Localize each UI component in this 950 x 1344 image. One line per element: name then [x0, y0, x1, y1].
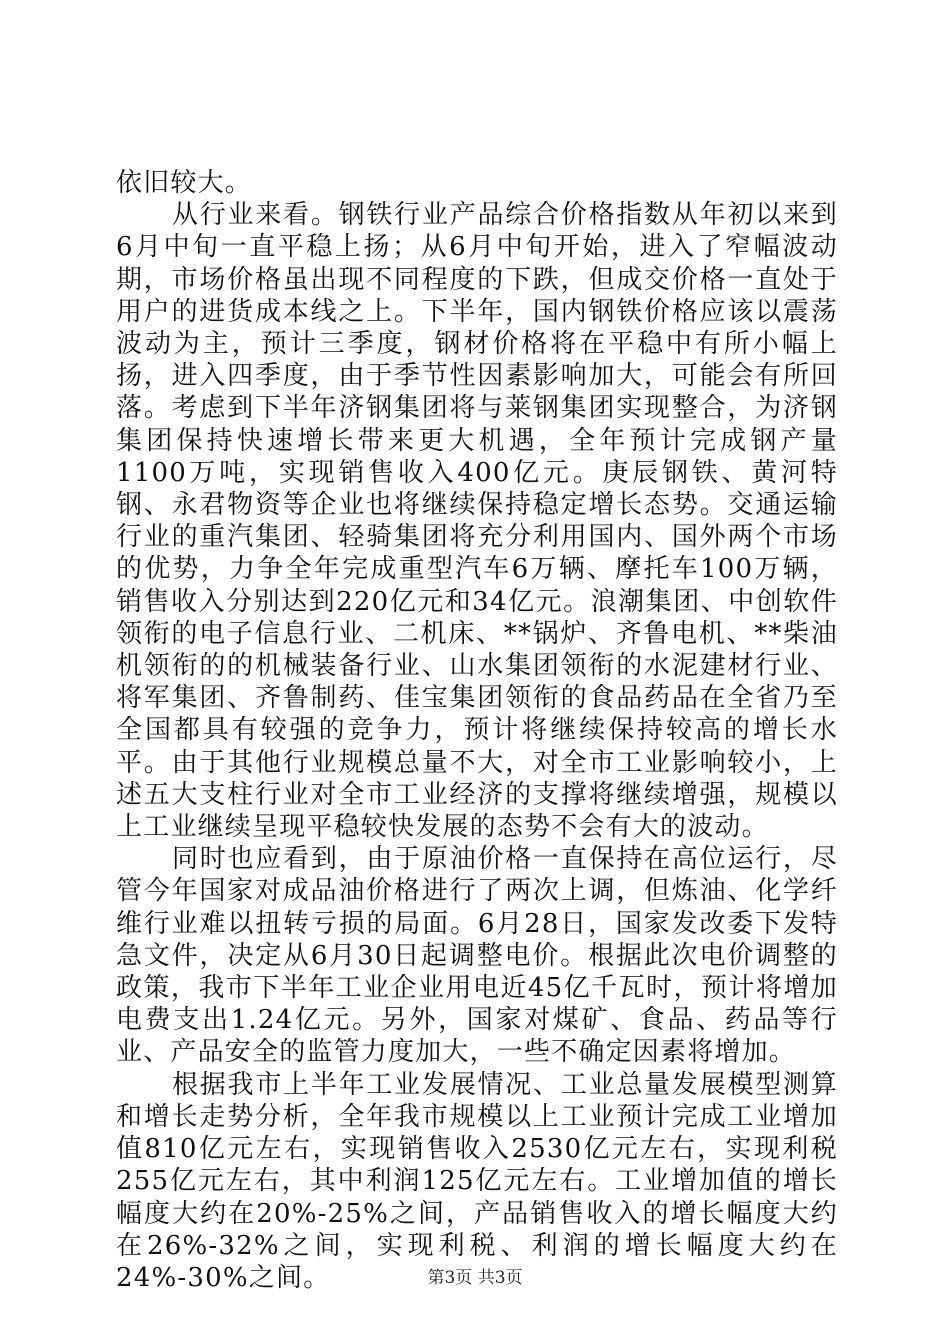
document-body: [116, 167, 838, 1294]
paragraph-industry-outlook: 从行业来看。钢铁行业产品综合价格指数从年初以来到6月中旬一直平稳上扬；从6月中旬开始，进入了窄幅波动期，市场价格虽出现不同程度的下跌，但成交价格一直处于用户的进货成本线之上。下半年，国内钢铁价格应该以震荡波动为主，预计三季度，钢材价格将在平稳中有所小幅上扬，进入四季度，由于季节性因素影响加大，可能会有所回落。考虑到下半年济钢集团将与莱钢集团实现整合，为济钢集团保持快速增长带来更大机遇，全年预计完成钢产量1100万吨，实现销售收入400亿元。庚辰钢铁、黄河特钢、永君物资等企业也将继续保持稳定增长态势。交通运输行业的重汽集团、轻骑集团将充分利用国内、国外两个市场的优势，力争全年完成重型汽车6万辆、摩托车100万辆，销售收入分别达到220亿元和34亿元。浪潮集团、中创软件领衔的电子信息行业、二机床、**锅炉、齐鲁电机、**柴油机领衔的的机械装备行业、山水集团领衔的水泥建材行业、将军集团、齐鲁制药、佳宝集团领衔的食品药品在全省乃至全国都具有较强的竞争力，预计将继续保持较高的增长水平。由于其他行业规模总量不大，对全市工业影响较小，上述五大支柱行业对全市工业经济的支撑将继续增强，规模以上工业继续呈现平稳较快发展的态势不会有大的波动。: [116, 200, 838, 843]
paragraph-continuation: 依旧较大。: [116, 168, 253, 198]
paragraph-risk-factors: 同时也应看到，由于原油价格一直保持在高位运行，尽管今年国家对成品油价格进行了两次上调，但炼油、化学纤维行业难以扭转亏损的局面。6月28日，国家发改委下发特急文件，决定从6月30日起调整电价。根据此次电价调整的政策，我市下半年工业企业用电近45亿千瓦时，预计将增加电费支出1.24亿元。另外，国家对煤矿、食品、药品等行业、产品安全的监管力度加大，一些不确定因素将增加。: [116, 844, 838, 1068]
page-footer: 第3页 共3页: [427, 1268, 523, 1288]
paragraph-annual-forecast: 根据我市上半年工业发展情况、工业总量发展模型测算和增长走势分析，全年我市规模以上工业预计完成工业增加值810亿元左右，实现销售收入2530亿元左右，实现利税255亿元左右，其中利润125亿元左右。工业增加值的增长幅度大约在20%-25%之间，产品销售收入的增长幅度大约在26%-32%之间，实现利税、利润的增长幅度大约在24%-30%之间。: [116, 1069, 838, 1293]
